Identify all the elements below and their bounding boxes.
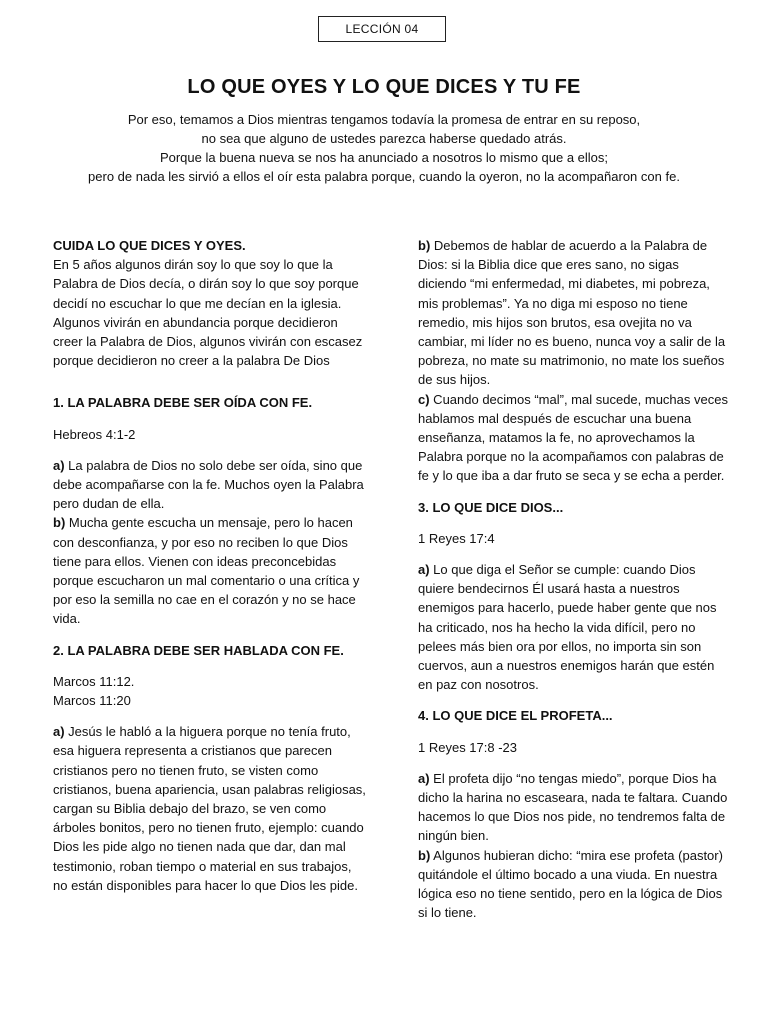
point-text: Algunos hubieran dicho: “mira ese profeta (pastor) quitándole el último bocado a una viuda. En nuestra lógica eso no tiene sentido, pero en la lógica de Dios si lo tiene. [418,847,723,921]
scripture-ref: 1 Reyes 17:4 [418,530,495,546]
section-heading-2: 2. LA PALABRA DEBE SER HABLADA CON FE. [53,642,344,658]
scripture-ref: Marcos 11:12. [53,673,135,689]
intro-verse [40,110,728,186]
section-heading-4: 4. LO QUE DICE EL PROFETA... [418,708,613,724]
point-a [53,456,368,514]
intro-line: Por eso, temamos a Dios mientras tengamos todavía la promesa de entrar en su reposo, [127,112,641,127]
point-a [418,769,730,846]
point-b [418,236,730,390]
scripture-ref: Hebreos 4:1-2 [53,426,136,442]
section-heading-cuida: CUIDA LO QUE DICES Y OYES. [53,238,246,253]
point-label: b) [418,847,431,863]
point-label: a) [418,770,430,786]
point-label: b) [53,515,66,531]
point-text: Mucha gente escucha un mensaje, pero lo hacen con desconfianza, y por eso no reciben lo que Dios tiene para ellos. Vienen con ideas preconcebidas porque escucharon un mal comentario o una crítica y por eso la semilla no cae en el corazón y no se hace vida. [53,515,360,627]
point-a [418,560,730,694]
left-column [53,236,368,907]
intro-line: Porque la buena nueva se nos ha anunciado a nosotros lo mismo que a ellos; [159,150,609,165]
cuida-paragraph: En 5 años algunos dirán soy lo que soy lo que la Palabra de Dios decía, o dirán soy lo que soy porque decidí no escuchar lo que me decían en la iglesia. Algunos vivirán en abundancia porque decidieron creer la Palabra de Dios, algunos vivirán con escasez porque decidieron no creer a la palabra De Dios [53,257,363,369]
lesson-label: LECCIÓN 04 [318,16,446,42]
point-text: Jesús le habló a la higuera porque no tenía fruto, esa higuera representa a cristianos que parecen cristianos pero no tienen fruto, se visten como cristianos, buena apariencia, usan palabras religiosas, cargan su Biblia debajo del brazo, se ven como árboles bonitos, pero no tienen fruto, ejemplo: cuando Dios les pide algo no tienen nada que dar, dan mal testimonio, roban tiempo o material en sus trabajos, no están disponibles para hacer lo que Dios les pide. [53,724,366,893]
point-text: Lo que diga el Señor se cumple: cuando Dios quiere bendecirnos Él usará hasta a nuestros enemigos para hacerlo, puede haber gente que nos ha criticado, nos ha hecho la vida difícil, pero no pelees más bien ora por ellos, no importa sin son cuervos, aun a nuestros enemigos harán que estén en paz con nosotros. [418,562,717,693]
scripture-ref: Marcos 11:20 [53,693,131,709]
point-c [418,390,730,486]
point-text: Cuando decimos “mal”, mal sucede, muchas veces hablamos mal después de escuchar una buena enseñanza, matamos la fe, no aprovechamos la Palabra porque no la acompañamos con palabras de fe y lo que iba a dar fruto se seca y se echa a perder. [418,391,728,484]
right-column [418,236,730,935]
point-text: El profeta dijo “no tengas miedo”, porque Dios ha dicho la harina no escaseara, nada te faltara. Cuando hacemos lo que Dios nos pide, no tendremos falta de ningún bien. [418,770,728,844]
point-label: a) [418,562,430,578]
intro-line: no sea que alguno de ustedes parezca haberse quedado atrás. [201,131,567,146]
point-b [418,846,730,923]
page-title: LO QUE OYES Y LO QUE DICES Y TU FE [187,76,581,98]
scripture-ref: 1 Reyes 17:8 -23 [418,739,518,755]
point-b [53,513,368,628]
section-heading-1: 1. LA PALABRA DEBE SER OÍDA CON FE. [53,395,313,411]
section-heading-3: 3. LO QUE DICE DIOS... [418,499,564,515]
point-text: Debemos de hablar de acuerdo a la Palabra de Dios: si la Biblia dice que eres sano, no sigas diciendo “mi enfermedad, mi diabetes, mi pobreza, mis problemas”. Ya no diga mi esposo no tiene remedio, mis hijos son brutos, esa ovejita no va cambiar, mi líder no es bueno, nunca voy a salir de la pobreza, no mate su matrimonio, no mate los sueños de sus hijos. [418,238,726,388]
point-text: La palabra de Dios no solo debe ser oída, sino que debe acompañarse con la fe. Muchos oyen la Palabra pero dudan de ella. [53,457,364,512]
point-a [53,722,368,895]
point-label: a) [53,724,65,740]
intro-line: pero de nada les sirvió a ellos el oír esta palabra porque, cuando la oyeron, no la acompañaron con fe. [88,169,680,184]
point-label: b) [418,238,431,253]
point-label: a) [53,457,65,473]
point-label: c) [418,391,430,407]
